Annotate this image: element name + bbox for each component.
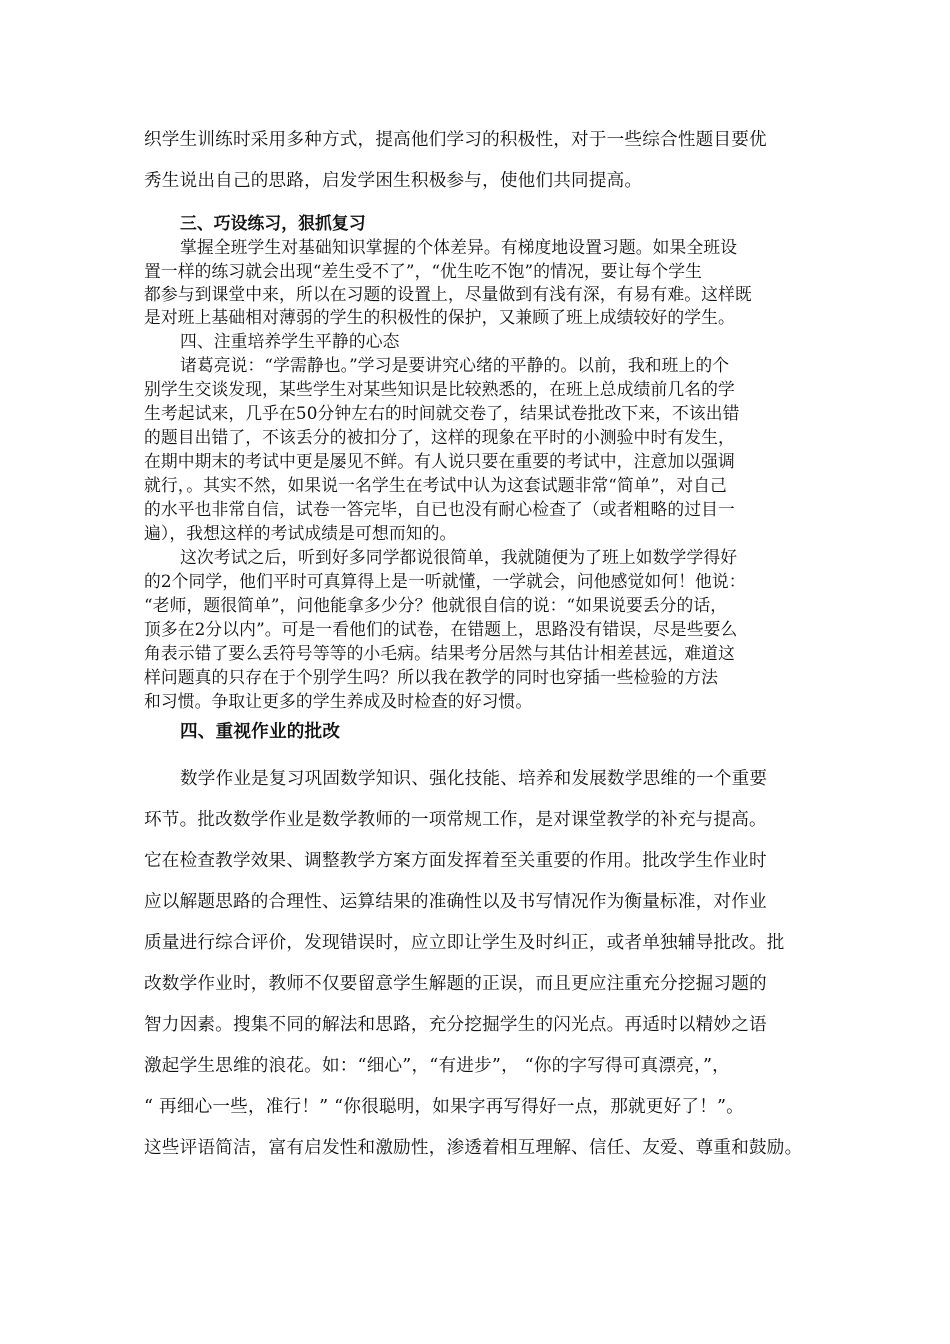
paragraph-line: “ 再细心一些，准行！” “你很聪明，如果字再写得好一点，那就更好了！”。 bbox=[144, 1097, 744, 1117]
paragraph-line: 别学生交谈发现，某些学生对某些知识是比较熟悉的，在班上总成绩前几名的学 bbox=[144, 379, 735, 399]
section-heading: 四、注重培养学生平静的心态 bbox=[180, 331, 400, 351]
paragraph-line: 和习惯。争取让更多的学生养成及时检查的好习惯。 bbox=[144, 691, 533, 711]
paragraph-line: 在期中期末的考试中更是屡见不鲜。有人说只要在重要的考试中，注意加以强调 bbox=[144, 451, 735, 471]
paragraph-line: 都参与到课堂中来，所以在习题的设置上，尽量做到有浅有深，有易有难。这样既 bbox=[144, 284, 752, 304]
paragraph-line: 角表示错了要么丢符号等等的小毛病。结果考分居然与其估计相差甚远，难道这 bbox=[144, 643, 735, 663]
section-heading: 三、巧设练习，狠抓复习 bbox=[180, 213, 366, 233]
paragraph-line: 智力因素。搜集不同的解法和思路，充分挖掘学生的闪光点。再适时以精妙之语 bbox=[144, 1015, 767, 1035]
paragraph-line: “老师，题很简单”，问他能拿多少分？他就很自信的说：“如果说要丢分的话， bbox=[144, 595, 728, 615]
paragraph-line: 就行，。其实不然，如果说一名学生在考试中认为这套试题非常“简单”，对自己 bbox=[144, 475, 727, 495]
paragraph-line: 应以解题思路的合理性、运算结果的准确性以及书写情况作为衡量标准，对作业 bbox=[144, 892, 767, 912]
paragraph-line: 样问题真的只存在于个别学生吗？所以我在教学的同时也穿插一些检验的方法 bbox=[144, 667, 718, 687]
paragraph-line: 环节。批改数学作业是数学教师的一项常规工作，是对课堂教学的补充与提高。 bbox=[144, 810, 767, 830]
paragraph-line: 它在检查教学效果、调整教学方案方面发挥着至关重要的作用。批改学生作业时 bbox=[144, 851, 767, 871]
paragraph-line: 顶多在2分以内”。可是一看他们的试卷，在错题上，思路没有错误，尽是些要么 bbox=[144, 619, 738, 639]
paragraph-line: 改数学作业时，教师不仅要留意学生解题的正误，而且更应注重充分挖掘习题的 bbox=[144, 974, 767, 994]
paragraph-line: 掌握全班学生对基础知识掌握的个体差异。有梯度地设置习题。如果全班设 bbox=[180, 237, 738, 257]
paragraph-line: 的2个同学，他们平时可真算得上是一听就懂，一学就会，问他感觉如何！他说： bbox=[144, 571, 746, 591]
intro-line: 秀生说出自己的思路，启发学困生积极参与，使他们共同提高。 bbox=[144, 171, 643, 191]
paragraph-line: 激起学生思维的浪花。如：“细心”，“有进步”， “你的字写得可真漂亮，”， bbox=[144, 1056, 730, 1076]
paragraph-line: 是对班上基础相对薄弱的学生的积极性的保护，又兼顾了班上成绩较好的学生。 bbox=[144, 307, 735, 327]
paragraph-line: 这次考试之后，听到好多同学都说很简单，我就随便为了班上如数学学得好 bbox=[180, 547, 738, 567]
paragraph-line: 生考起试来，几乎在50分钟左右的时间就交卷了，结果试卷批改下来，不该出错 bbox=[144, 403, 740, 423]
paragraph-line: 遍），我想这样的考试成绩是可想而知的。 bbox=[144, 523, 457, 543]
paragraph-line: 质量进行综合评价，发现错误时，应立即让学生及时纠正，或者单独辅导批改。批 bbox=[144, 933, 785, 953]
paragraph-line: 的水平也非常自信，试卷一答完毕，自已也没有耐心检查了（或者粗略的过目一 bbox=[144, 499, 735, 519]
paragraph-line: 的题目出错了，不该丢分的被扣分了，这样的现象在平时的小测验中时有发生， bbox=[144, 427, 735, 447]
paragraph-line: 这些评语简洁，富有启发性和激励性，渗透着相互理解、信任、友爱、尊重和鼓励。 bbox=[144, 1138, 803, 1158]
section-heading: 四、重视作业的批改 bbox=[180, 721, 341, 742]
intro-line: 织学生训练时采用多种方式，提高他们学习的积极性，对于一些综合性题目要优 bbox=[144, 130, 767, 150]
paragraph-line: 数学作业是复习巩固数学知识、强化技能、培养和发展数学思维的一个重要 bbox=[180, 769, 768, 789]
paragraph-line: 诸葛亮说：“学需静也。”学习是要讲究心绪的平静的。以前，我和班上的个 bbox=[180, 355, 730, 375]
paragraph-line: 置一样的练习就会出现“差生受不了”，“优生吃不饱”的情况，要让每个学生 bbox=[144, 261, 703, 281]
